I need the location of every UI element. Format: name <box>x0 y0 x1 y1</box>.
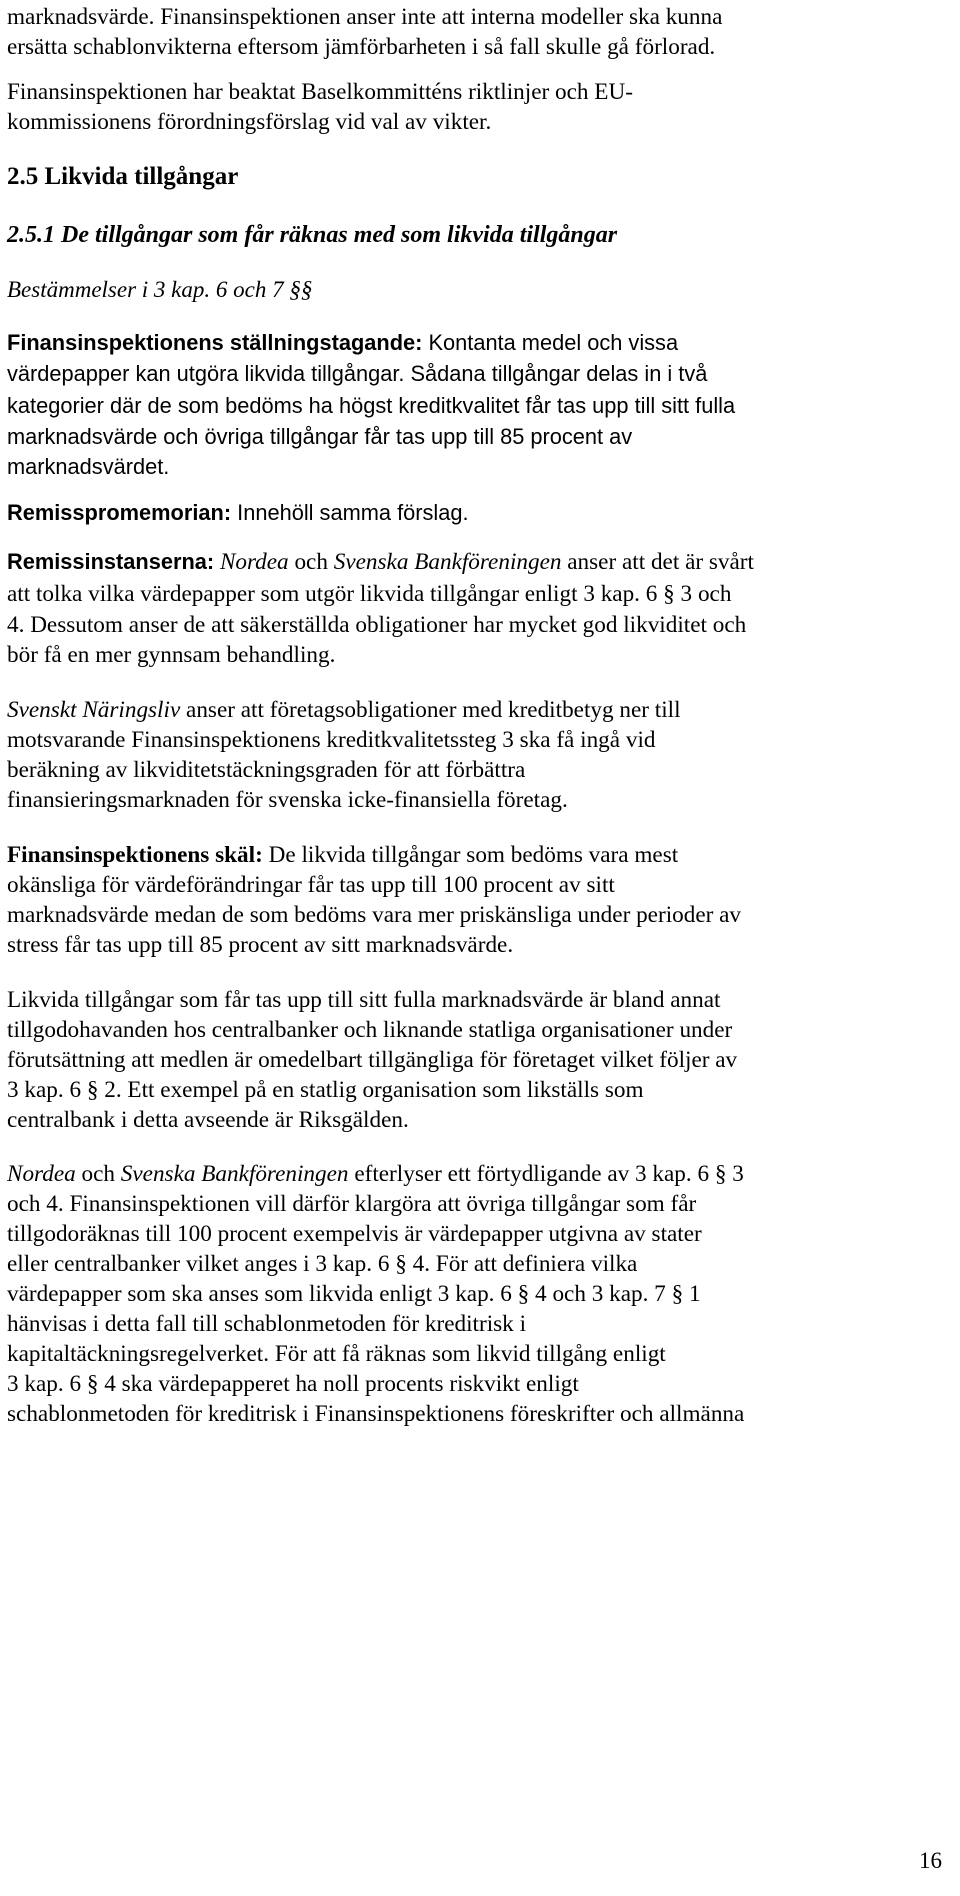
basel-line-2: kommissionens förordningsförslag vid val av vikter. <box>7 109 492 135</box>
remiss-memo-text: Innehöll samma förslag. <box>231 500 469 525</box>
remiss-bodies-line-3: 4. Dessutom anser de att säkerställda obligationer har mycket god likviditet och <box>7 612 747 638</box>
nordea-para-line-9: schablonmetoden för kreditrisk i Finansinspektionens föreskrifter och allmänna <box>7 1401 745 1427</box>
nordea-para-line-6: hänvisas i detta fall till schablonmetoden för kreditrisk i <box>7 1311 527 1337</box>
org-nordea: Nordea <box>7 1161 76 1187</box>
nordea-para-line-3: tillgodoräknas till 100 procent exempelvis är värdepapper utgivna av stater <box>7 1221 702 1247</box>
conjunction: och <box>75 1161 121 1187</box>
fi-position-line-5: marknadsvärdet. <box>7 454 170 479</box>
fi-reasons-text: De likvida tillgångar som bedöms vara mest <box>262 842 679 868</box>
fi-position-line-4: marknadsvärde och övriga tillgångar får tas upp till 85 procent av <box>7 424 633 449</box>
org-nordea: Nordea <box>219 549 289 575</box>
org-svenska-bankforeningen: Svenska Bankföreningen <box>120 1161 349 1187</box>
fi-position-line-3: kategorier där de som bedöms ha högst kreditkvalitet får tas upp till sitt fulla <box>7 393 736 418</box>
fi-position-label: Finansinspektionens ställningstagande: <box>7 330 423 355</box>
remiss-bodies-text: anser att det är svårt <box>561 549 754 575</box>
fi-position-line-1 <box>7 326 947 361</box>
remiss-memo-label: Remisspromemorian: <box>7 500 232 525</box>
nordea-para-line-5: värdepapper som ska anses som likvida enligt 3 kap. 6 § 4 och 3 kap. 7 § 1 <box>7 1281 701 1307</box>
heading-section-2-5-1: 2.5.1 De tillgångar som får räknas med som likvida tillgångar <box>7 222 618 248</box>
basel-line-1: Finansinspektionen har beaktat Baselkommitténs riktlinjer och EU- <box>7 79 633 105</box>
page-number: 16 <box>919 1848 942 1873</box>
remiss-bodies-line-1 <box>7 545 947 580</box>
heading-section-2-5: 2.5 Likvida tillgångar <box>7 163 239 190</box>
nordea-para-text: efterlyser ett förtydligande av 3 kap. 6 § 3 <box>348 1161 744 1187</box>
remiss-bodies-line-2: att tolka vilka värdepapper som utgör likvida tillgångar enligt 3 kap. 6 § 3 och <box>7 581 732 607</box>
intro-line-2: ersätta schablonvikterna eftersom jämförbarheten i så fall skulle gå förlorad. <box>7 34 716 60</box>
likvida-line-2: tillgodohavanden hos centralbanker och liknande statliga organisationer under <box>7 1017 733 1043</box>
fi-reasons-label: Finansinspektionens skäl: <box>7 842 263 868</box>
naringsliv-line-2: motsvarande Finansinspektionens kreditkvalitetssteg 3 ska få ingå vid <box>7 727 656 753</box>
intro-line-1: marknadsvärde. Finansinspektionen anser inte att interna modeller ska kunna <box>7 4 723 30</box>
fi-position-text: Kontanta medel och vissa <box>422 330 679 355</box>
naringsliv-line-4: finansieringsmarknaden för svenska icke-finansiella företag. <box>7 787 568 813</box>
fi-reasons-line-2: okänsliga för värdeförändringar får tas upp till 100 procent av sitt <box>7 872 615 898</box>
nordea-para-line-8: 3 kap. 6 § 4 ska värdepapperet ha noll procents riskvikt enligt <box>7 1371 579 1397</box>
conjunction: och <box>288 549 334 575</box>
fi-reasons-line-3: marknadsvärde medan de som bedöms vara mer priskänsliga under perioder av <box>7 902 742 928</box>
nordea-para-line-4: eller centralbanker vilket anges i 3 kap. 6 § 4. För att definiera vilka <box>7 1251 638 1277</box>
likvida-line-4: 3 kap. 6 § 2. Ett exempel på en statlig organisation som likställs som <box>7 1077 644 1103</box>
likvida-line-5: centralbank i detta avseende är Riksgälden. <box>7 1107 409 1133</box>
fi-reasons-line-4: stress får tas upp till 85 procent av sitt marknadsvärde. <box>7 932 514 958</box>
remiss-memo-line <box>7 496 947 531</box>
nordea-para-line-7: kapitaltäckningsregelverket. För att få räknas som likvid tillgång enligt <box>7 1341 666 1367</box>
org-svenskt-naringsliv: Svenskt Näringsliv <box>7 697 181 723</box>
org-svenska-bankforeningen: Svenska Bankföreningen <box>333 549 562 575</box>
likvida-line-1: Likvida tillgångar som får tas upp till sitt fulla marknadsvärde är bland annat <box>7 987 721 1013</box>
fi-position-line-2: värdepapper kan utgöra likvida tillgångar. Sådana tillgångar delas in i två <box>7 361 708 386</box>
naringsliv-text: anser att företagsobligationer med kreditbetyg ner till <box>180 697 681 723</box>
remiss-bodies-label: Remissinstanserna: <box>7 549 215 574</box>
nordea-para-line-2: och 4. Finansinspektionen vill därför klargöra att övriga tillgångar som får <box>7 1191 697 1217</box>
likvida-line-3: förutsättning att medlen är omedelbart tillgängliga för företaget vilket följer av <box>7 1047 738 1073</box>
provisions-subheading: Bestämmelser i 3 kap. 6 och 7 §§ <box>7 277 313 302</box>
remiss-bodies-line-4: bör få en mer gynnsam behandling. <box>7 642 336 668</box>
naringsliv-line-3: beräkning av likviditetstäckningsgraden för att förbättra <box>7 757 526 783</box>
